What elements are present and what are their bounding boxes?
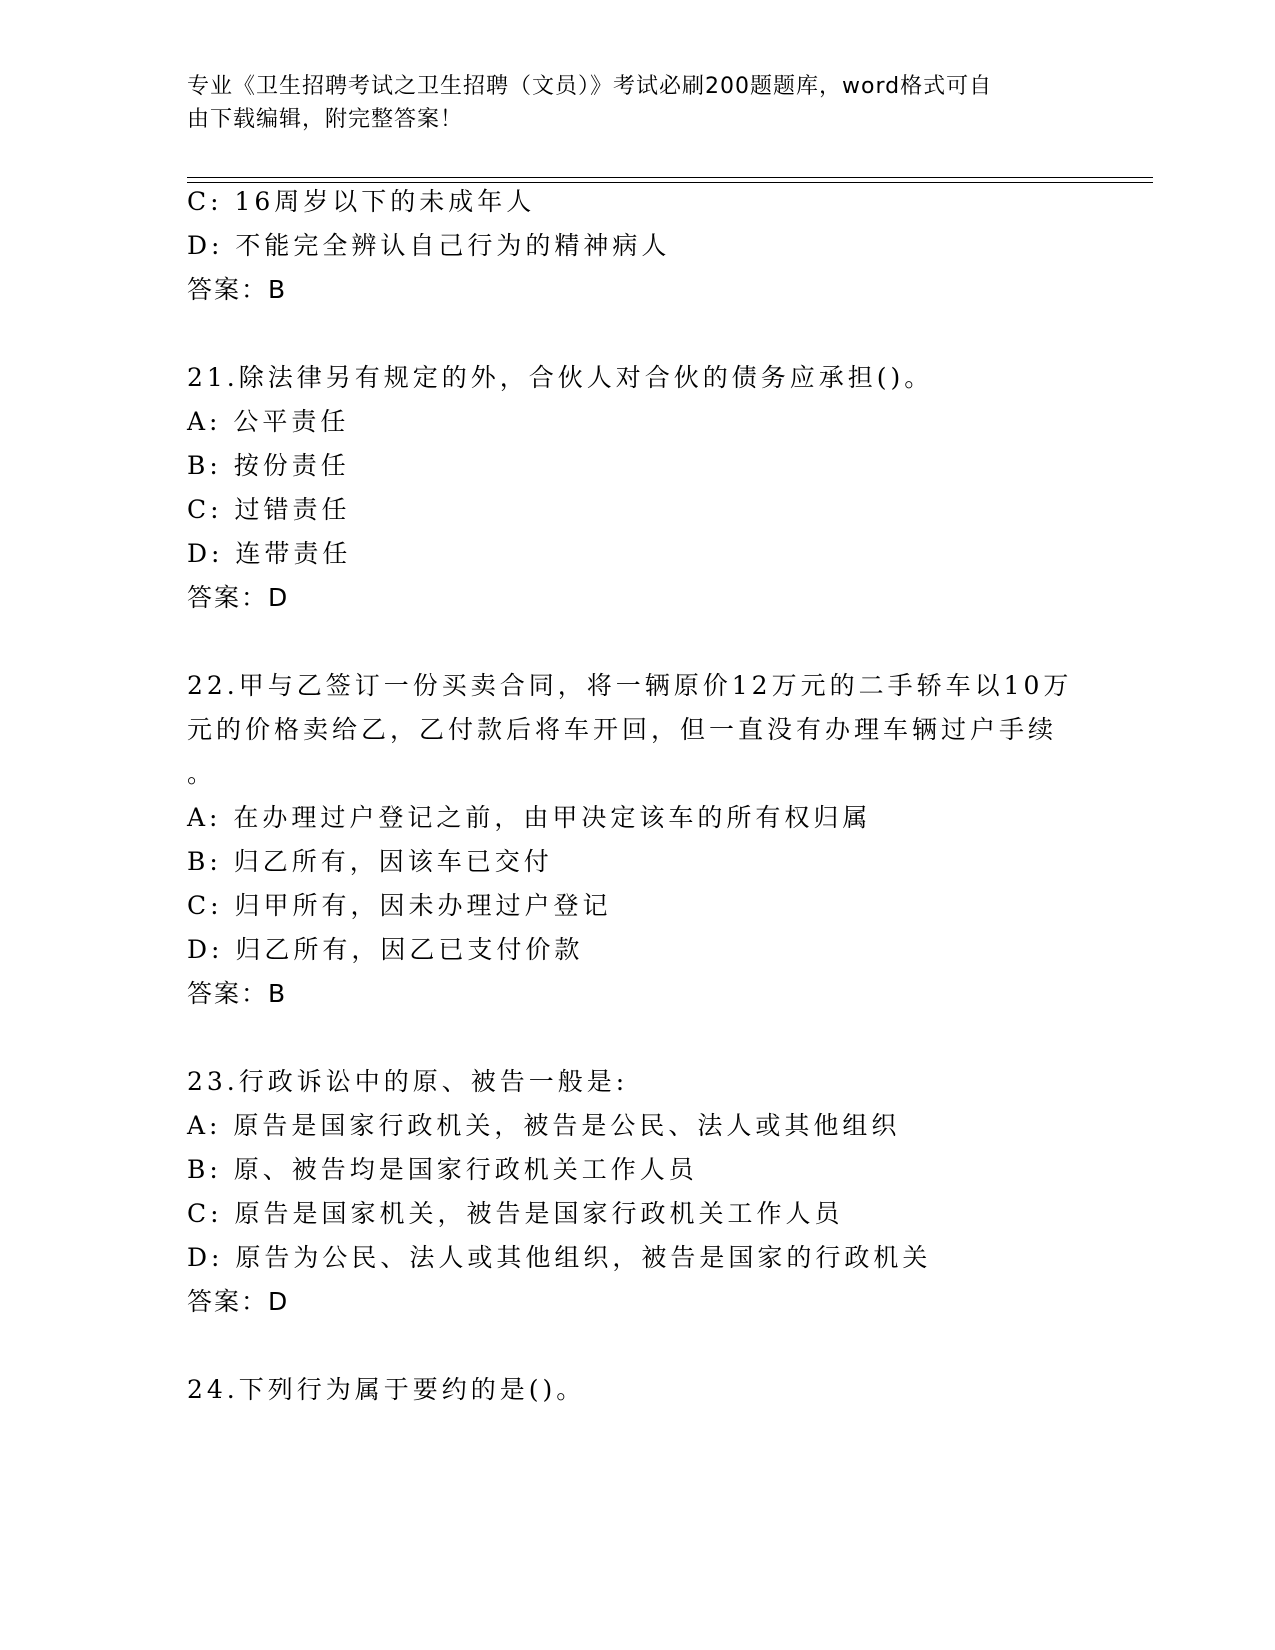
header-divider-top [187,177,1153,178]
q22-answer: 答案：B [187,979,288,1008]
q23-option-d: D: 原告为公民、法人或其他组织，被告是国家的行政机关 [187,1243,932,1272]
q22-option-b: B: 归乙所有，因该车已交付 [187,847,553,876]
q24-stem: 24.下列行为属于要约的是()。 [187,1375,586,1404]
q22-stem-line-2: 元的价格卖给乙，乙付款后将车开回，但一直没有办理车辆过户手续 [187,715,1058,744]
q23-answer: 答案：D [187,1287,290,1316]
header-title-line-1: 专业《卫生招聘考试之卫生招聘（文员）》考试必刷200题题库，word格式可自 [187,74,993,99]
q21-stem: 21.除法律另有规定的外，合伙人对合伙的债务应承担()。 [187,363,934,392]
q22-option-a: A: 在办理过户登记之前，由甲决定该车的所有权归属 [187,803,872,832]
q21-option-b: B: 按份责任 [187,451,350,480]
q21-option-c: C: 过错责任 [187,495,351,524]
header-title-line-2: 由下载编辑，附完整答案！ [187,107,464,132]
prev-answer: 答案：B [187,275,288,304]
q23-option-a: A: 原告是国家行政机关，被告是公民、法人或其他组织 [187,1111,901,1140]
q21-option-a: A: 公平责任 [187,407,350,436]
q22-option-d: D: 归乙所有，因乙已支付价款 [187,935,584,964]
q22-stem-line-1: 22.甲与乙签订一份买卖合同，将一辆原价12万元的二手轿车以10万 [187,671,1073,700]
q23-stem: 23.行政诉讼中的原、被告一般是: [187,1067,629,1096]
prev-option-c: C: 16周岁以下的未成年人 [187,187,536,216]
header-divider-bottom [187,182,1153,183]
q22-option-c: C: 归甲所有，因未办理过户登记 [187,891,612,920]
prev-option-d: D: 不能完全辨认自己行为的精神病人 [187,231,671,260]
q23-option-b: B: 原、被告均是国家行政机关工作人员 [187,1155,698,1184]
q21-answer: 答案：D [187,583,290,612]
document-header [187,70,1067,136]
q23-option-c: C: 原告是国家机关，被告是国家行政机关工作人员 [187,1199,844,1228]
q22-stem-line-3: 。 [187,759,217,788]
q21-option-d: D: 连带责任 [187,539,352,568]
